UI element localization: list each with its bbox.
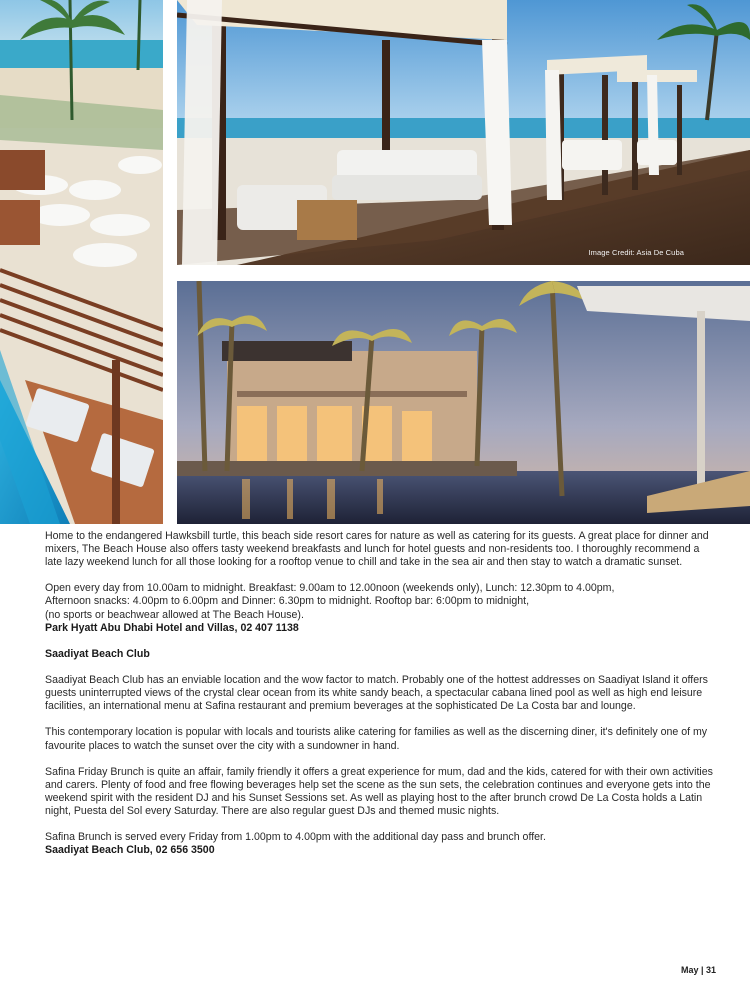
resort-aerial-photo	[0, 0, 163, 524]
paragraph-beach-house-intro: Home to the endangered Hawksbill turtle, this beach side resort cares for nature as well as catering for its guests. A great place for dinner and mixers, The Beach House also offers tasty weekend breakfasts and lunch for hotel guests and non-residents too. I thoroughly recommend a late lazy weekend lunch for all those looking for a rooftop venue to chill and take in the sea air and then stay to watch a dramatic sunset.	[45, 530, 709, 569]
beach-house-dusk-photo	[177, 281, 750, 524]
beach-house-contact: Park Hyatt Abu Dhabi Hotel and Villas, 02 407 1138	[45, 621, 299, 634]
paragraph-beach-house-hours: Open every day from 10.00am to midnight. Breakfast: 9.00am to 12.00noon (weekends only), Lunch: 12.30pm to 4.00pm, Afternoon snacks: 4.00pm to 6.00pm and Dinner: 6.30pm to midnight. Rooftop bar: 6:00pm to midnight, (no sports or beachwear allowed at The Beach House).	[45, 582, 615, 621]
paragraph-safina-brunch: Safina Friday Brunch is quite an affair, family friendly it offers a great experience for mum, dad and the kids, catered for with their own activities and carers. Plenty of food and free flowing beverages help set the scene as the sun sets, the celebration continues and everyone gets into the weekend spirit with the resident DJ and his Sunset Sessions set. As well as playing host to the after brunch crowd De La Costa holds a Latin night, Puesta del Sol every Saturday. There are also regular guest DJs and themed music nights.	[45, 765, 713, 817]
beach-cabanas-photo	[177, 0, 750, 265]
paragraph-brunch-hours: Safina Brunch is served every Friday from 1.00pm to 4.00pm with the additional day pass and brunch offer.	[45, 831, 546, 844]
paragraph-saadiyat-intro: Saadiyat Beach Club has an enviable location and the wow factor to match. Probably one of the hottest addresses on Saadiyat Island it offers guests uninterrupted views of the crystal clear ocean from its white sandy beach, a spectacular cabana lined pool as well as high end leisure facilities, an international menu at Safina restaurant and premium beverages at the sophisticated De La Costa bar and lounge.	[45, 674, 708, 713]
article-body	[45, 530, 713, 870]
paragraph-saadiyat-popular: This contemporary location is popular with locals and tourists alike catering for families as well as the discerning diner, it's definitely one of my favourite places to watch the sunset over the city with a sundowner in hand.	[45, 726, 708, 752]
image-credit-top: Image Credit: Asia De Cuba	[588, 248, 684, 257]
saadiyat-contact: Saadiyat Beach Club, 02 656 3500	[45, 844, 215, 857]
section-heading: Saadiyat Beach Club	[45, 647, 150, 660]
page-folio: May | 31	[680, 965, 716, 975]
